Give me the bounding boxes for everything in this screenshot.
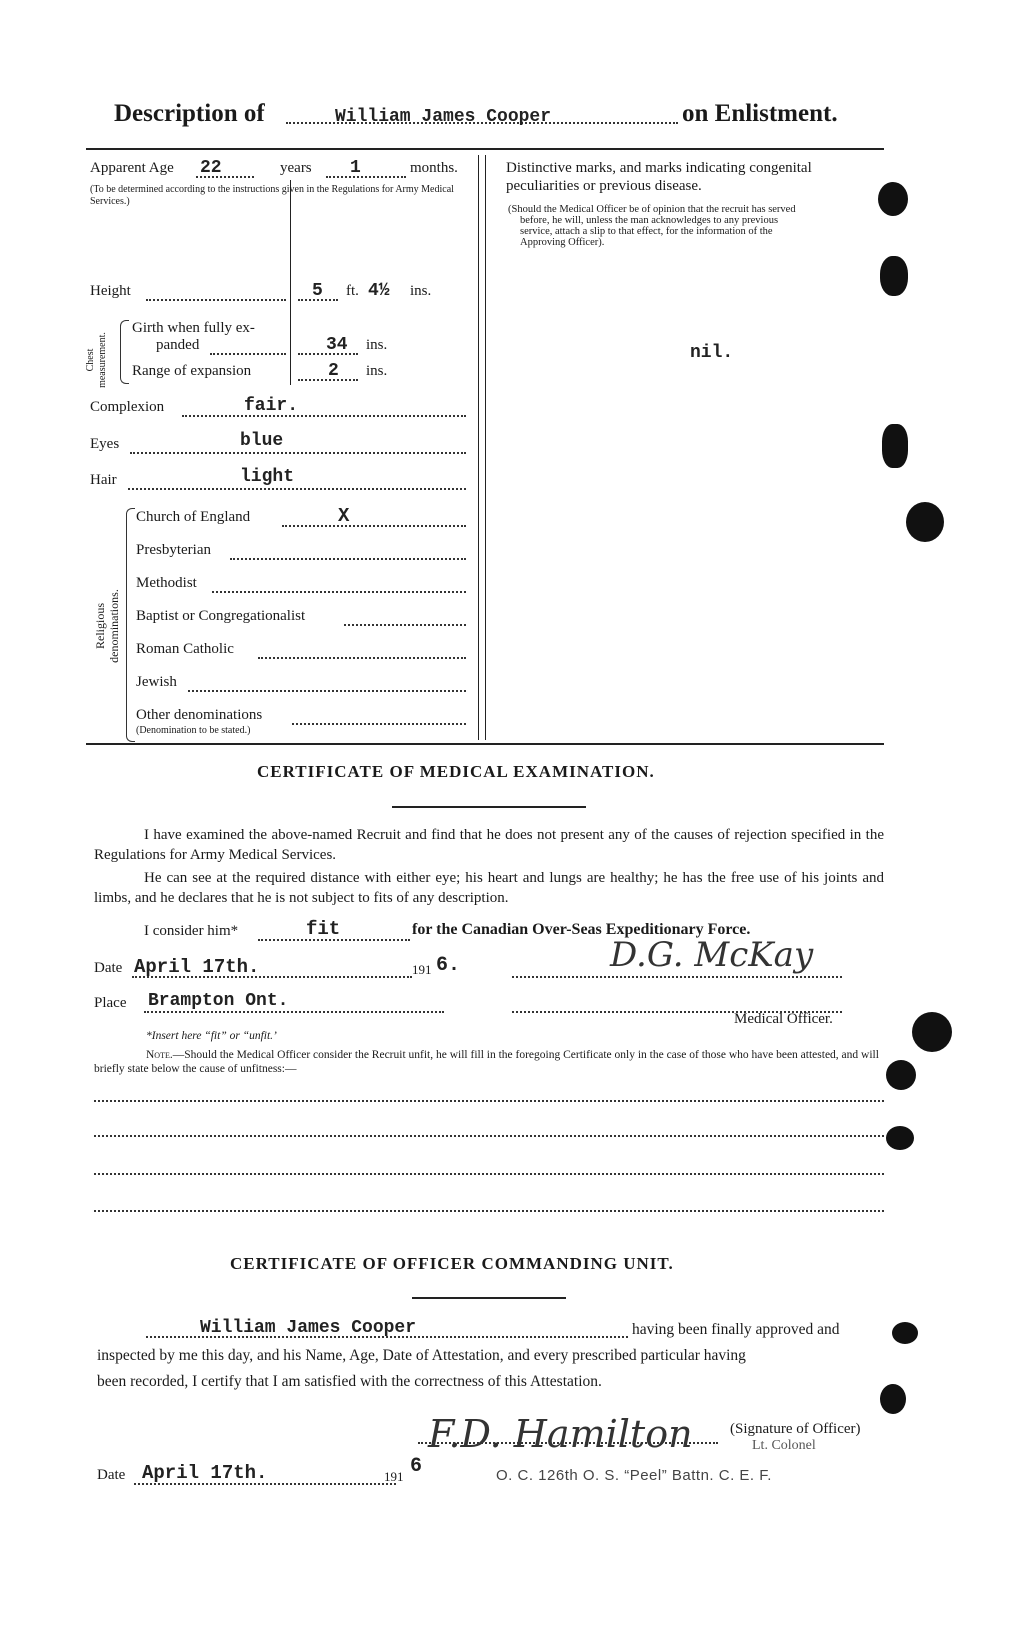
religion-dots-2	[230, 558, 466, 560]
girth-value: 34	[326, 335, 348, 355]
religion-side-label-1: Religious	[93, 603, 107, 650]
commanding-heading-rule	[412, 1297, 566, 1299]
punch-hole-blot	[880, 256, 908, 296]
height-dots	[146, 299, 286, 301]
marks-value: nil.	[690, 343, 734, 363]
punch-hole-blot	[886, 1060, 916, 1090]
religion-side-label-2: denominations.	[107, 589, 121, 663]
medical-date-label: Date	[94, 960, 123, 976]
religion-item-roman-catholic: Roman Catholic	[136, 641, 234, 657]
medical-officer-label: Medical Officer.	[734, 1011, 833, 1027]
punch-hole-blot	[912, 1012, 952, 1052]
marks-note-2: before, he will, unless the man acknowledges to any previous	[520, 215, 779, 226]
consider-suffix: for the Canadian Over-Seas Expeditionary Force.	[412, 921, 751, 938]
girth-dots	[210, 353, 286, 355]
place-dots	[144, 1011, 444, 1013]
girth-label-2: panded	[156, 337, 200, 353]
medical-heading: CERTIFICATE OF MEDICAL EXAMINATION.	[257, 762, 655, 781]
height-inches-value: 4½	[368, 281, 390, 301]
place-label: Place	[94, 995, 127, 1011]
girth-ins: ins.	[366, 337, 388, 353]
commanding-line-2: inspected by me this day, and his Name, Age, Date of Attestation, and every prescribed particular having	[97, 1347, 746, 1364]
punch-hole-blot	[882, 424, 908, 468]
medical-year-prefix: 191	[412, 962, 432, 977]
commanding-rank: Lt. Colonel	[752, 1438, 816, 1453]
marks-note-4: Approving Officer).	[520, 237, 605, 248]
age-years-value: 22	[200, 158, 222, 178]
commanding-year-prefix: 191	[384, 1469, 404, 1484]
religion-item-presbyterian: Presbyterian	[136, 542, 211, 558]
punch-hole-blot	[906, 502, 944, 542]
unfitness-line-1	[94, 1100, 884, 1102]
range-label: Range of expansion	[132, 363, 252, 379]
height-ft-label: ft.	[346, 283, 359, 299]
religion-item-other: Other denominations	[136, 707, 263, 723]
range-ins: ins.	[366, 363, 388, 379]
chest-side-label: Chest measurement.	[85, 332, 108, 388]
eyes-label: Eyes	[90, 436, 120, 452]
section-rule	[86, 743, 884, 745]
unfitness-line-2	[94, 1135, 884, 1137]
note-label: Note.	[146, 1049, 173, 1061]
religion-item-baptist: Baptist or Congregationalist	[136, 608, 306, 624]
medical-para-2: He can see at the required distance with either eye; his heart and lungs are healthy; he has the free use of his joints and limbs, and he declares that he is not subject to fits of any description.	[94, 870, 884, 906]
marks-heading-2: peculiarities or previous disease.	[506, 178, 702, 194]
recruit-name: William James Cooper	[335, 107, 552, 127]
punch-hole-blot	[880, 1384, 906, 1414]
girth-label-1: Girth when fully ex-	[132, 320, 255, 336]
range-value: 2	[328, 361, 339, 381]
age-label: Apparent Age	[90, 160, 174, 176]
value-column-line	[290, 180, 291, 385]
eyes-dots	[130, 452, 466, 454]
medical-year-digit: 6.	[436, 954, 461, 977]
title-prefix: Description of	[114, 100, 265, 127]
religion-item-methodist: Methodist	[136, 575, 197, 591]
commanding-date-label: Date	[97, 1467, 126, 1483]
note-text: —Should the Medical Officer consider the Recruit unfit, he will fill in the foregoing Certificate only in the case of those who have been attested, and will briefly state below the cause of unfitness:—	[94, 1049, 879, 1075]
marks-note-3: service, attach a slip to that effect, for the information of the	[520, 226, 773, 237]
unfitness-line-4	[94, 1210, 884, 1212]
commanding-year-digit: 6	[410, 1455, 423, 1478]
commanding-line1-suffix: having been finally approved and	[632, 1321, 840, 1338]
punch-hole-blot	[878, 182, 908, 216]
place-value: Brampton Ont.	[148, 991, 289, 1011]
commanding-signature: F.D. Hamilton	[428, 1412, 693, 1456]
hair-dots	[128, 488, 466, 490]
top-rule	[86, 148, 884, 150]
punch-hole-blot	[886, 1126, 914, 1150]
religion-dots-5	[258, 657, 466, 659]
consider-value: fit	[306, 918, 341, 940]
age-note: (To be determined according to the instructions given in the Regulations for Army Medical Services.)	[90, 184, 454, 207]
commanding-date-value: April 17th.	[142, 1462, 268, 1484]
column-divider-2	[485, 155, 486, 740]
age-months-dots	[326, 176, 406, 178]
commanding-line-3: been recorded, I certify that I am satisfied with the correctness of this Attestation.	[97, 1373, 602, 1390]
religion-dots-7	[292, 723, 466, 725]
unfitness-line-3	[94, 1173, 884, 1175]
medical-heading-rule	[392, 806, 586, 808]
consider-label: I consider him*	[144, 923, 239, 939]
religion-note: (Denomination to be stated.)	[136, 725, 251, 736]
religion-item-church-of-england: Church of England	[136, 509, 251, 525]
column-divider-1	[478, 155, 479, 740]
complexion-dots	[182, 415, 466, 417]
signature-of-officer-label: (Signature of Officer)	[730, 1421, 861, 1437]
height-ins-label: ins.	[410, 283, 432, 299]
marks-heading-1: Distinctive marks, and marks indicating congenital	[506, 160, 812, 176]
medical-date-value: April 17th.	[134, 956, 260, 978]
unfitness-note	[94, 1048, 884, 1076]
medical-para-1: I have examined the above-named Recruit and find that he does not present any of the causes of rejection specified in the Regulations for Army Medical Services.	[94, 827, 884, 863]
marks-note-1: (Should the Medical Officer be of opinion that the recruit has served	[508, 204, 796, 215]
religion-bracket	[126, 508, 135, 742]
complexion-label: Complexion	[90, 399, 165, 415]
punch-hole-blot	[892, 1322, 918, 1344]
insert-note: *Insert here “fit” or “unfit.’	[146, 1030, 277, 1042]
religion-side-label	[93, 571, 121, 681]
medical-signature: D.G. McKay	[610, 935, 814, 975]
religion-dots-3	[212, 591, 466, 593]
chest-bracket	[120, 320, 129, 384]
religion-item-jewish: Jewish	[136, 674, 177, 690]
commanding-heading: CERTIFICATE OF OFFICER COMMANDING UNIT.	[230, 1254, 674, 1273]
religion-dots-6	[188, 690, 466, 692]
religion-mark: X	[338, 505, 350, 527]
complexion-value: fair.	[244, 396, 299, 416]
height-feet-value: 5	[312, 281, 323, 301]
age-years-label: years	[280, 160, 312, 176]
medical-signature-line	[512, 976, 842, 978]
commanding-name: William James Cooper	[200, 1318, 417, 1338]
commanding-unit-stamp: O. C. 126th O. S. “Peel” Battn. C. E. F.	[496, 1467, 772, 1484]
hair-label: Hair	[90, 472, 117, 488]
title-suffix: on Enlistment.	[682, 100, 838, 127]
height-label: Height	[90, 283, 131, 299]
eyes-value: blue	[240, 431, 284, 451]
hair-value: light	[240, 467, 295, 487]
religion-dots-1	[282, 525, 466, 527]
age-months-value: 1	[350, 158, 361, 178]
age-months-label: months.	[410, 160, 458, 176]
religion-dots-4	[344, 624, 466, 626]
